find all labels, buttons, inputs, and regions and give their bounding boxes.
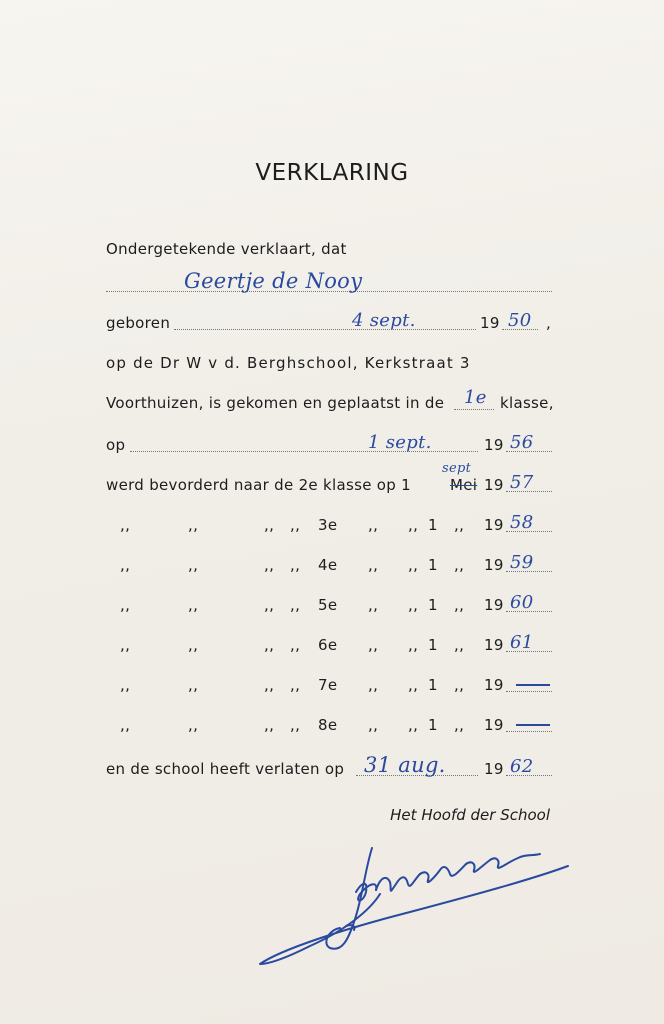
ditto-mark: ,, [454,516,465,534]
ditto-mark: ,, [120,556,131,574]
ditto-mark: ,, [408,516,419,534]
class-row [106,588,552,618]
row-year: 59 [510,552,534,573]
ditto-mark: ,, [408,676,419,694]
birth-date: 4 sept. [352,310,416,331]
class-row [106,628,552,658]
promoted-year-prefix: 19 [484,476,504,494]
left-date: 31 aug. [364,753,446,777]
birth-year-prefix: 19 [480,314,500,332]
ditto-mark: ,, [290,636,301,654]
ditto-mark: ,, [368,716,379,734]
class-row [106,708,552,738]
birth-comma: , [546,314,552,332]
row-day: 1 [428,636,438,654]
document-title: VERKLARING [255,160,409,186]
intro-text: Ondergetekende verklaart, dat [106,240,347,258]
class-row [106,668,552,698]
left-year: 62 [510,756,534,777]
left-line [106,752,552,782]
row-day: 1 [428,716,438,734]
class-row [106,548,552,578]
year-dash [516,724,550,726]
left-year-prefix: 19 [484,760,504,778]
row-class: 4e [318,556,338,574]
dotted-line [506,691,552,692]
ditto-mark: ,, [290,516,301,534]
row-day: 1 [428,676,438,694]
signature-image [250,830,580,980]
ditto-mark: ,, [264,516,275,534]
promoted-struck-month: Mei [450,476,478,494]
row-day: 1 [428,556,438,574]
ditto-mark: ,, [454,636,465,654]
ditto-mark: ,, [408,556,419,574]
promoted-text: werd bevorderd naar de 2e klasse op 1 [106,476,412,494]
promoted-correction: sept [442,461,472,476]
ditto-mark: ,, [368,516,379,534]
ditto-mark: ,, [264,596,275,614]
ditto-mark: ,, [408,596,419,614]
ditto-mark: ,, [188,676,199,694]
ditto-mark: ,, [264,636,275,654]
row-year-prefix: 19 [484,636,504,654]
ditto-mark: ,, [264,556,275,574]
ditto-mark: ,, [368,676,379,694]
intro-line [106,232,552,262]
placed-suffix: klasse, [500,394,554,412]
ditto-mark: ,, [368,556,379,574]
start-year: 56 [510,432,534,453]
school-text: op de Dr W v d. Berghschool, Kerkstraat 3 [106,354,471,372]
ditto-mark: ,, [120,636,131,654]
name-line [106,268,552,298]
placed-text: Voorthuizen, is gekomen en geplaatst in de [106,394,445,412]
row-class: 8e [318,716,338,734]
ditto-mark: ,, [188,636,199,654]
row-class: 5e [318,596,338,614]
birth-label: geboren [106,314,171,332]
year-dash [516,684,550,686]
school-line [106,346,552,376]
ditto-mark: ,, [264,676,275,694]
class-row [106,508,552,538]
start-line [106,428,552,458]
row-day: 1 [428,516,438,534]
left-text: en de school heeft verlaten op [106,760,345,778]
ditto-mark: ,, [120,716,131,734]
ditto-mark: ,, [454,556,465,574]
row-year: 60 [510,592,534,613]
ditto-mark: ,, [120,516,131,534]
promoted-line [106,461,552,498]
row-year-prefix: 19 [484,516,504,534]
ditto-mark: ,, [290,556,301,574]
row-year-prefix: 19 [484,596,504,614]
start-label: op [106,436,126,454]
ditto-mark: ,, [368,596,379,614]
placed-line [106,386,552,416]
ditto-mark: ,, [120,596,131,614]
ditto-mark: ,, [454,596,465,614]
start-year-prefix: 19 [484,436,504,454]
ditto-mark: ,, [290,676,301,694]
row-class: 7e [318,676,338,694]
ditto-mark: ,, [368,636,379,654]
ditto-mark: ,, [188,516,199,534]
row-year-prefix: 19 [484,716,504,734]
promoted-year: 57 [510,472,534,493]
ditto-mark: ,, [188,596,199,614]
ditto-mark: ,, [454,676,465,694]
ditto-mark: ,, [454,716,465,734]
row-year: 58 [510,512,534,533]
row-class: 3e [318,516,338,534]
birth-line [106,306,552,336]
dotted-line [454,409,494,410]
ditto-mark: ,, [290,716,301,734]
ditto-mark: ,, [408,716,419,734]
dotted-line [506,731,552,732]
placed-class: 1e [464,387,487,408]
row-day: 1 [428,596,438,614]
ditto-mark: ,, [188,716,199,734]
ditto-mark: ,, [290,596,301,614]
ditto-mark: ,, [408,636,419,654]
row-year: 61 [510,632,534,653]
dotted-line [174,329,476,330]
row-year-prefix: 19 [484,556,504,574]
ditto-mark: ,, [264,716,275,734]
row-year-prefix: 19 [484,676,504,694]
signature-title: Het Hoofd der School [390,806,550,824]
ditto-mark: ,, [120,676,131,694]
ditto-mark: ,, [188,556,199,574]
birth-year: 50 [508,310,532,331]
row-class: 6e [318,636,338,654]
student-name: Geertje de Nooy [184,269,363,293]
start-date: 1 sept. [368,432,432,453]
